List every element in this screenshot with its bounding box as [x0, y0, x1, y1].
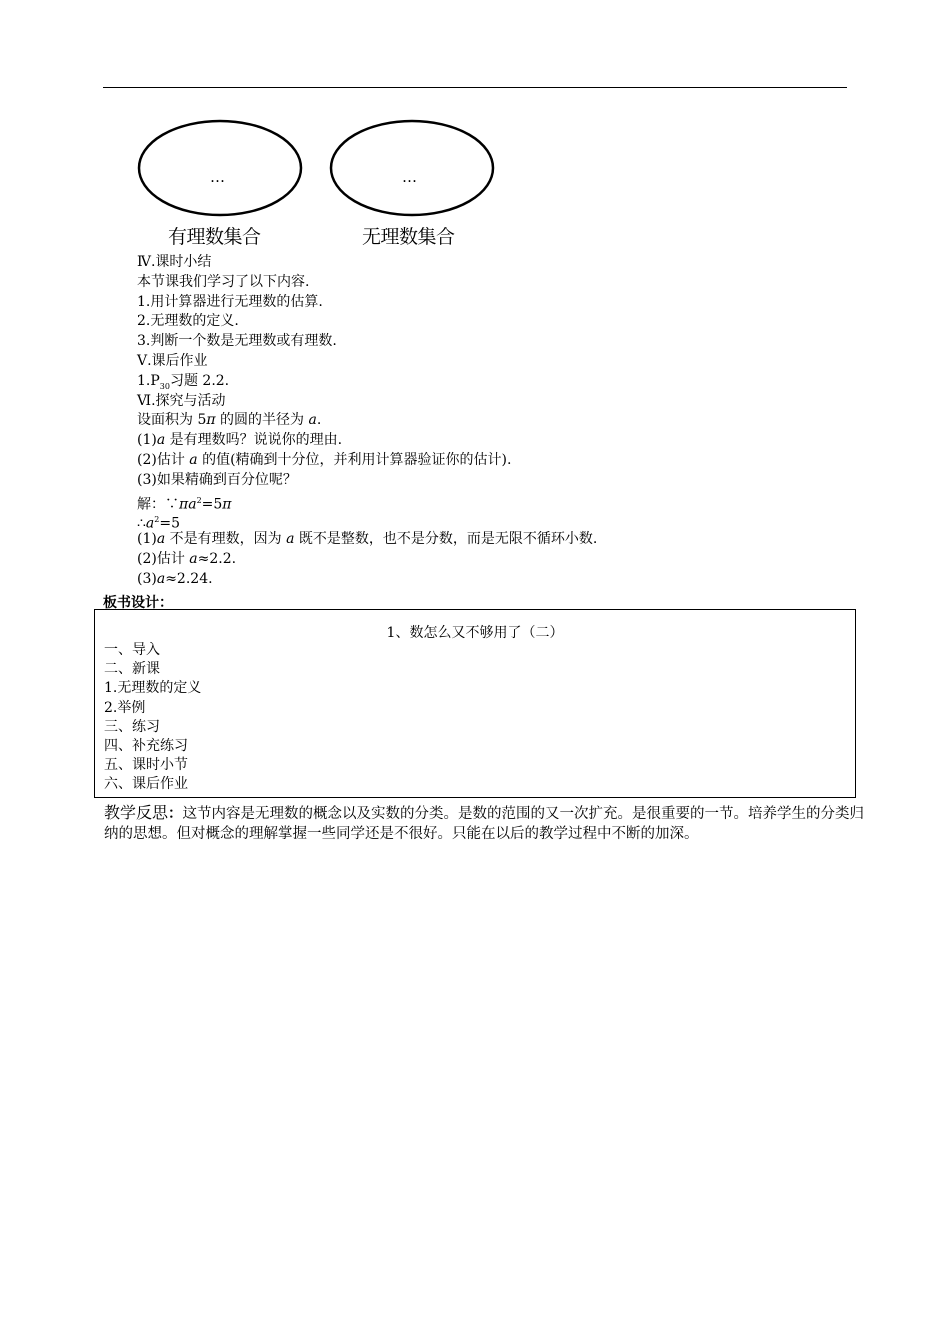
rational-set-label: 有理数集合: [168, 226, 261, 248]
reflection-text: 这节内容是无理数的概念以及实数的分类。是数的范围的又一次扩充。是很重要的一节。培养学生的分类归纳的思想。但对概念的理解掌握一些同学还是不很好。只能在以后的教学过程中不断的加深。: [104, 806, 865, 842]
section-homework-heading: Ⅴ.课后作业: [137, 352, 208, 369]
board-item: 五、课时小节: [104, 757, 188, 774]
board-item: 2.举例: [104, 699, 146, 716]
board-outline: [104, 641, 201, 795]
rational-set-dots: …: [210, 168, 225, 186]
set-ellipses: [130, 118, 510, 218]
irrational-set-dots: …: [402, 168, 417, 186]
solution-answer: (3)a≈2.24.: [137, 570, 213, 587]
activity-question: (1)a 是有理数吗？说说你的理由.: [137, 432, 343, 449]
summary-item: 1.用计算器进行无理数的估算.: [137, 293, 323, 310]
reflection-label: 教学反思: [104, 803, 169, 822]
board-design-box: [94, 609, 856, 798]
board-item: 三、练习: [104, 718, 160, 735]
reflection-colon: ：: [168, 805, 183, 822]
activity-problem: 设面积为 5π 的圆的半径为 a.: [137, 412, 322, 429]
board-item: 四、补充练习: [104, 737, 188, 754]
activity-question: (3)如果精确到百分位呢？: [137, 471, 297, 488]
homework-item: $1.P_{30}$习题 2.2.: [137, 372, 230, 391]
number-sets-figure: [130, 118, 510, 252]
header-rule: [103, 87, 847, 88]
lesson-text: [137, 253, 857, 590]
board-item: 六、课后作业: [104, 776, 188, 793]
section-summary-heading: Ⅳ.课时小结: [137, 254, 212, 270]
board-item: 1.无理数的定义: [104, 680, 202, 697]
board-item: 一、导入: [104, 642, 160, 658]
activity-question: (2)估计 a 的值(精确到十分位，并利用计算器验证你的估计).: [137, 451, 512, 468]
solution-line: 解：$\because\pi a^2=5\pi$: [137, 495, 232, 513]
irrational-set-label: 无理数集合: [362, 226, 455, 248]
board-item: 二、新课: [104, 661, 160, 678]
section-activity-heading: Ⅵ.探究与活动: [137, 392, 226, 409]
solution-answer: (2)估计 a≈2.2.: [137, 550, 237, 567]
summary-item: 3.判断一个数是无理数或有理数.: [137, 333, 337, 350]
board-design-title: 板书设计：: [103, 595, 173, 611]
board-heading: 1、数怎么又不够用了（二）: [386, 625, 564, 641]
solution-answer: (1)a 不是有理数，因为 a 既不是整数，也不是分数，而是无限不循环小数.: [137, 531, 598, 548]
summary-intro: 本节课我们学习了以下内容.: [137, 273, 310, 290]
solution-line: $\therefore a^2=5$: [137, 515, 181, 533]
teaching-reflection: [104, 803, 864, 844]
summary-item: 2.无理数的定义.: [137, 313, 239, 330]
